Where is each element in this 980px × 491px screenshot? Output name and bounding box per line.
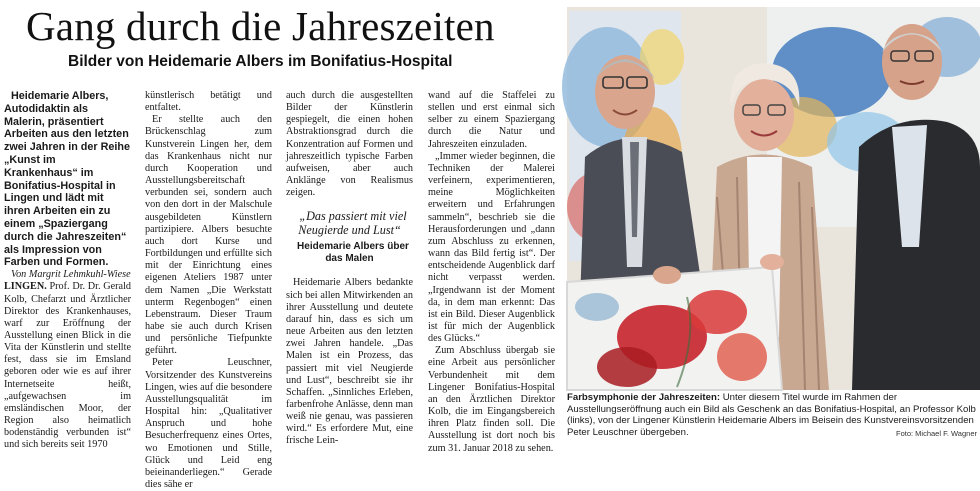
hand [653,266,681,284]
paragraph-text: Prof. Dr. Dr. Gerald Kolb, Chefarzt und Ärztlicher Direktor des Krankenhauses, warf zur Eröffnung der Ausstellung einen Blick in die Vita der Künstlerin und stellte fest, dass sie im Emsland geboren oder wie es auf ihrer Internetseite heißt, „aufgewachsen im emsländischen Moor, der Region also heimatlich bodenständig verbunden ist“ und sich bereits seit 1970 [4,281,132,451]
dateline: LINGEN. [4,281,47,293]
article-subheadline: Bilder von Heidemarie Albers im Bonifatius-Hospital [68,53,453,70]
article-paragraph: auch durch die ausgestellten Bilder der Künstlerin gespiegelt, die einen hohen Abstraktionsgrad durch die Konzentration auf Formen und jahreszeitlich typische Farben aufweisen, aber auch Anklänge von Realismus zeigen. [286,90,413,199]
article-byline: Von Margrit Lehmkuhl-Wiese [11,269,131,281]
gifted-painting [567,267,782,390]
article-paragraph: künstlerisch betätigt und entfaltet. [145,90,272,114]
article-paragraph [4,281,131,451]
photo-credit: Foto: Michael F. Wagner [895,429,977,438]
text-column-1 [4,90,132,451]
article-photo [567,7,980,390]
article-paragraph: Heidemarie Albers bedankte sich bei allen Mitwirkenden an ihrer Ausstellung und deutete darauf hin, dass es sich um neue Arbeiten aus den letzten zwei Jahren handele. „Das Malen ist ein Prozess, das passiert mit viel Neugierde und Lust“, beschreibt sie ihr Schaffen. „Sinnliches Erleben, farbenfrohe Anlässe, denn man weiß nie genau, was passieren wird.“ Es erfordere Mut, eine frische Lein- [286,277,413,447]
caption-text: Unter diesem Titel wurde im Rahmen der Ausstellungseröffnung auch ein Bild als Geschenk an das Bonifatius-Hospital, an Professor Kolb (links), von der Lingener Künstlerin Heidemarie Albers im Beisein des Kunstvereinsvorsitzenden Peter Leuschner übergeben. [567,392,976,438]
article-teaser: Heidemarie Albers, Autodidaktin als Malerin, präsentiert Arbeiten aus den letzten zwei Jahren in der Reihe „Kunst im Krankenhaus“ im Bonifatius-Hospital in Lingen und lädt mit ihren Arbeiten ein zu einem „Spaziergang durch die Jahreszeiten“ als Impression von Farben und Formen. [4,90,131,269]
text-column-3 [286,90,413,447]
article-paragraph: „Immer wieder beginnen, die Techniken der Malerei verfeinern, experimentieren, meine Möglichkeiten erweitern und Erfahrungen sammeln“, beschrieb sie die Herausforderungen und „dann zum Abschluss zu erkennen, wann das Bild fertig ist“. Der entscheidende Augenblick darf nicht verpasst werden. „Irgendwann ist der Moment da, in dem man erkennt: Das ist ein Bild. Dieser Augenblick ist für mich der Augenblick des Glücks.“ [428,150,555,345]
hand [760,254,784,270]
text-column-4 [428,90,555,454]
text-column-2 [145,90,273,490]
article-paragraph: Zum Abschluss übergab sie eine Arbeit aus persönlicher Verbundenheit mit dem Lingener Bonifatius-Hospital an den Ärztlichen Direktor Kolb, die im Eingangsbereich ihren Platz finden soll. Die Ausstellung ist dort noch bis zum 31. Januar 2018 zu sehen. [428,345,555,454]
caption-lead: Farbsymphonie der Jahreszeiten: [567,392,721,403]
article-headline: Gang durch die Jahreszeiten [26,3,495,49]
pull-quote [286,209,413,265]
photo-illustration [567,7,980,390]
pull-quote-source: Heidemarie Albers über das Malen [297,241,409,265]
article-paragraph: Peter Leuschner, Vorsitzender des Kunstvereins Lingen, wies auf die besondere Ausstellungsqualität im Hospital hin: „Qualitativer Anspruch und hohe Besucherfrequenz eines Ortes, wo Emotionen und Stille, Glück und Leid eng beieinanderliegen.“ Gerade dies sähe er [145,357,273,490]
article-paragraph: Er stellte auch den Brückenschlag zum Kunstverein Lingen her, dem das Krankenhaus nicht nur durch Kooperation und Ausstellungsbereitschaft verbunden sei, sondern auch von den dort in der Malschule ausgebildeten Künstlern partizipiere. Albers besuchte auch dort Kurse und Fortbildungen und erfüllte sich mit der Einrichtung eines eigenen Ateliers 1987 unter dem Namen „Die Werkstatt unterm Regenbogen“ einen Lebenstraum. Dieser Traum habe sie auch durch Krisen und persönliche Tiefpunkte geführt. [145,114,272,357]
pull-quote-text: „Das passiert mit viel Neugierde und Lust“ [298,209,407,238]
article-paragraph: wand auf die Staffelei zu stellen und erst einmal sich selber zu einem Spaziergang durch die Natur und Jahreszeiten einzuladen. [428,90,555,150]
